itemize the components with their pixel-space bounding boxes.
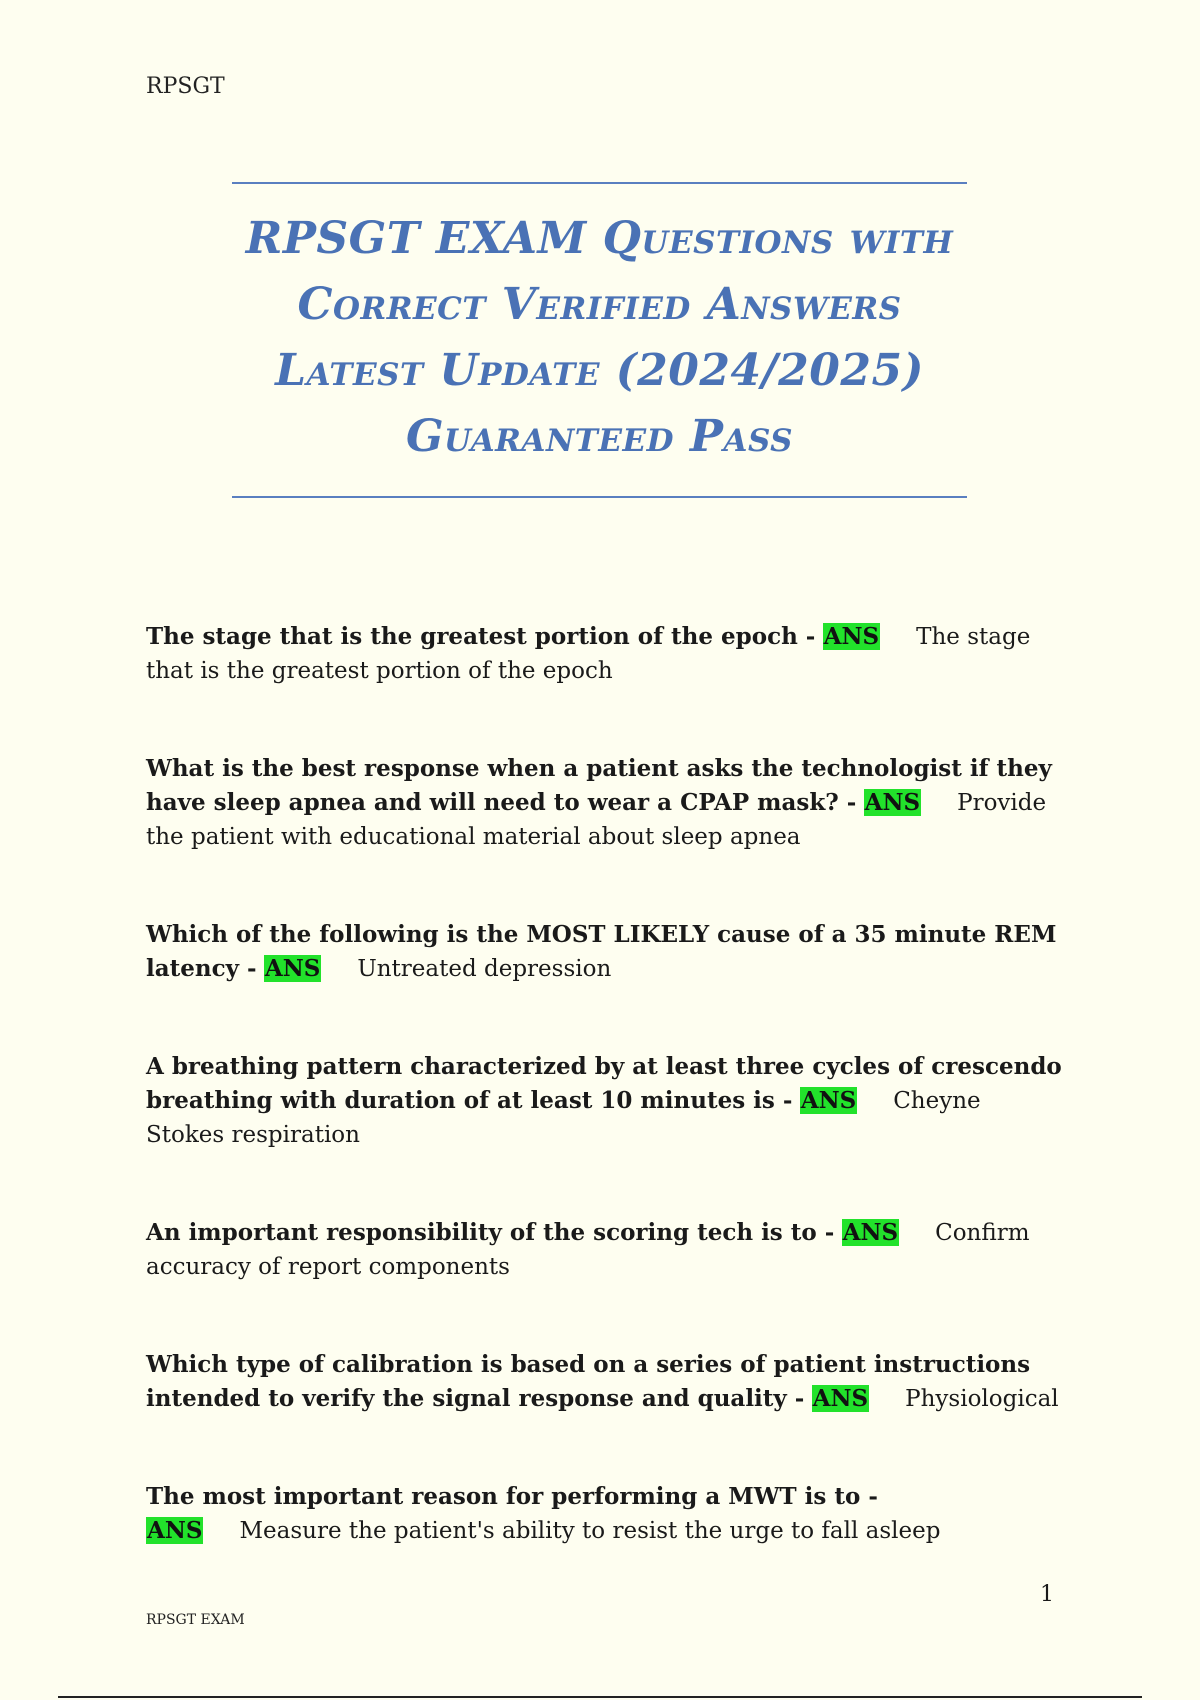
answer-tag: ANS: [147, 1517, 203, 1544]
question-text: An important responsibility of the scoring tech is to -: [146, 1219, 835, 1246]
qa-item: [146, 620, 1066, 688]
answer-tag: ANS: [812, 1385, 869, 1412]
qa-item: [146, 1348, 1066, 1416]
answer-tag: ANS: [264, 955, 321, 982]
answer-text: The stage that is the greatest portion of the epoch: [146, 624, 1031, 684]
qa-item: [146, 752, 1066, 854]
qa-item: [146, 1480, 1066, 1548]
title-line: Correct Verified Answers: [297, 279, 902, 330]
question-text: The most important reason for performing a MWT is to -: [146, 1483, 878, 1510]
question-text: A breathing pattern characterized by at least three cycles of crescendo breathing with duration of at least 10 minutes is -: [146, 1053, 1062, 1114]
answer-text: Measure the patient's ability to resist the urge to fall asleep: [239, 1518, 941, 1544]
qa-item: [146, 1216, 1066, 1284]
question-text: The stage that is the greatest portion of the epoch -: [146, 623, 816, 650]
answer-text: Physiological: [905, 1386, 1059, 1412]
title-line: Guaranteed Pass: [405, 411, 794, 462]
answer-text: Provide the patient with educational material about sleep apnea: [146, 790, 1047, 850]
footer-divider: [58, 1696, 1142, 1698]
answer-tag: ANS: [842, 1219, 899, 1246]
answer-text: Cheyne Stokes respiration: [146, 1088, 981, 1148]
document-title: [232, 206, 967, 470]
title-block: [232, 182, 967, 498]
question-text: Which type of calibration is based on a series of patient instructions intended to verify the signal response and quality -: [146, 1351, 1031, 1412]
answer-text: Untreated depression: [357, 956, 612, 982]
page-number: 1: [1040, 1582, 1054, 1607]
answer-tag: ANS: [864, 789, 921, 816]
qa-item: [146, 1050, 1066, 1152]
footer-text: RPSGT EXAM: [146, 1612, 245, 1628]
title-line: RPSGT EXAM Questions with: [245, 213, 954, 264]
answer-text: Confirm accuracy of report components: [146, 1220, 1030, 1280]
answer-tag: ANS: [800, 1087, 857, 1114]
title-line: Latest Update (2024/2025): [275, 345, 924, 396]
running-header: RPSGT: [146, 74, 225, 99]
qa-list: [146, 620, 1066, 1612]
question-text: Which of the following is the MOST LIKELY cause of a 35 minute REM latency -: [146, 921, 1057, 982]
qa-item: [146, 918, 1066, 986]
answer-tag: ANS: [823, 623, 880, 650]
question-text: What is the best response when a patient asks the technologist if they have sleep apnea and will need to wear a CPAP mask? -: [146, 755, 1052, 816]
